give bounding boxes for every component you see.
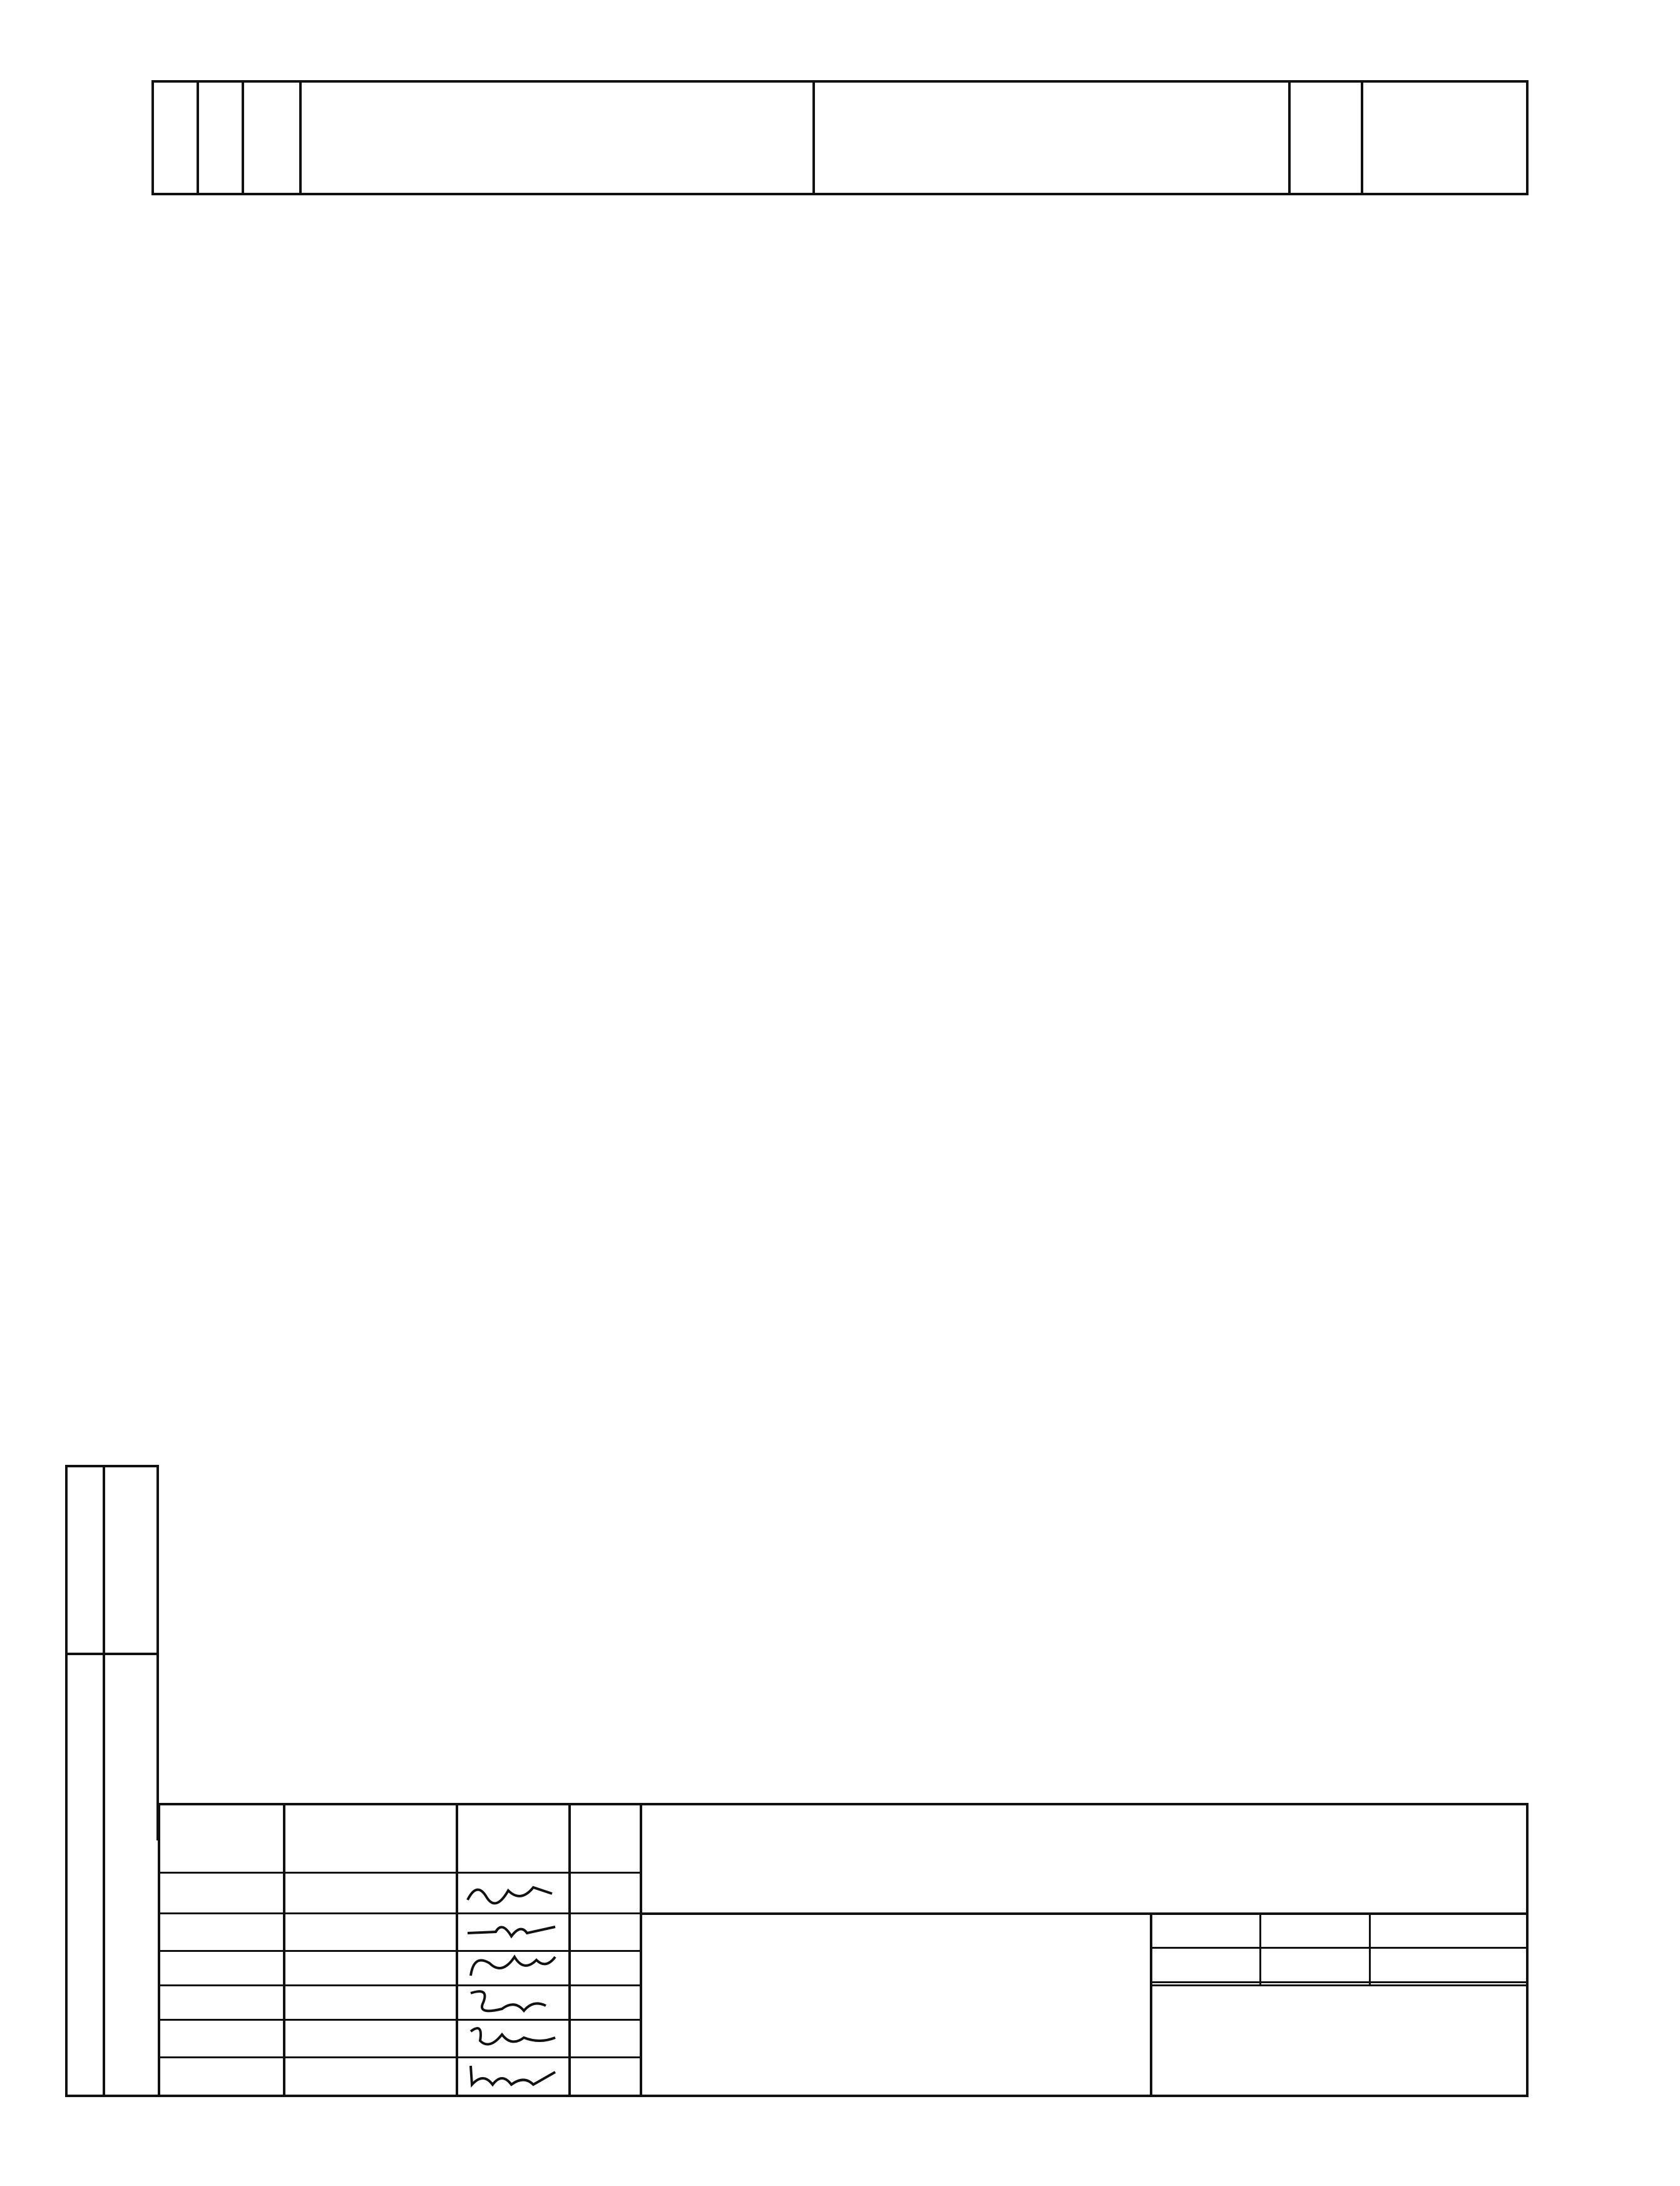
title-block: [158, 1803, 1529, 2097]
margin-stamp: [65, 1465, 159, 2097]
signature: [464, 2022, 558, 2053]
header-zone: [198, 81, 243, 194]
header-pos: [243, 81, 300, 194]
signature: [464, 1987, 558, 2018]
signature: [464, 1951, 558, 1982]
signature: [464, 1878, 558, 1909]
header-format: [153, 81, 198, 194]
header-note: [1362, 81, 1527, 194]
header-qty: [1289, 81, 1362, 194]
header-designation: [300, 81, 814, 194]
signature: [464, 1914, 558, 1946]
header-row: [153, 81, 1527, 194]
specification-table: [151, 80, 1529, 195]
header-name: [814, 81, 1289, 194]
signature: [464, 2060, 558, 2091]
